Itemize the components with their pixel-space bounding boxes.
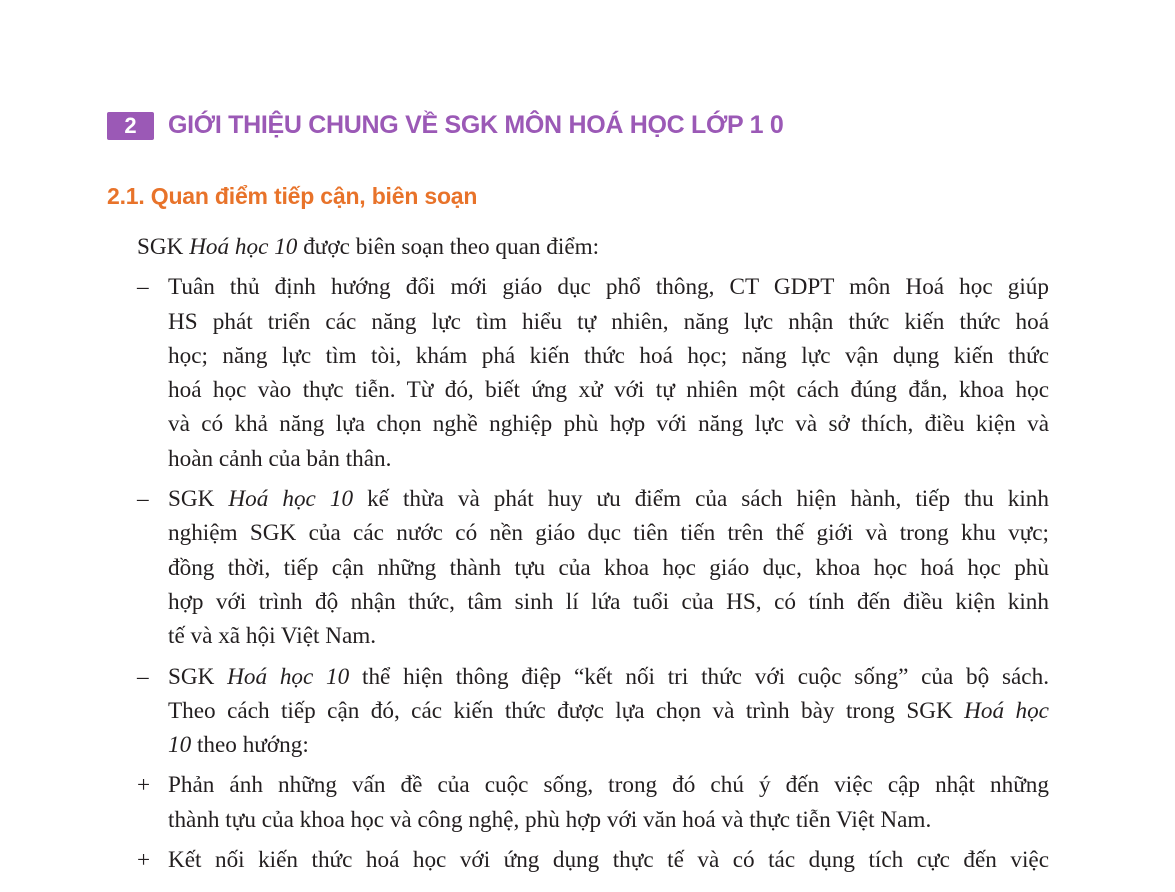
list-item-text — [168, 482, 1049, 653]
text-fragment: theo hướng: — [191, 732, 309, 759]
text-line: nghiệm SGK của các nước có nền giáo dục tiên tiến trên thế giới và trong khu vực; — [168, 520, 1049, 547]
text-line: Phản ánh những vấn đề của cuộc sống, trong đó chú ý đến việc cập nhật những — [168, 772, 1049, 799]
text-fragment: SGK — [168, 486, 229, 513]
text-line: học; năng lực tìm tòi, khám phá kiến thức hoá học; năng lực vận dụng kiến thức — [168, 342, 1049, 369]
intro-paragraph — [137, 230, 1049, 264]
text-line — [168, 694, 1049, 728]
intro-text: được biên soạn theo quan điểm: — [297, 234, 600, 260]
text-line: tế và xã hội Việt Nam. — [168, 623, 377, 650]
bullet-dash: – — [137, 274, 149, 301]
text-line: Kết nối kiến thức hoá học với ứng dụng thực tế và có tác dụng tích cực đến việc — [168, 847, 1049, 874]
list-item — [137, 843, 1049, 877]
list-item — [137, 482, 1049, 653]
book-title: Hoá học — [964, 697, 1049, 724]
list-item — [137, 768, 1049, 837]
text-line: đồng thời, tiếp cận những thành tựu của khoa học giáo dục, khoa học hoá học phù — [168, 554, 1049, 581]
list-item-text — [168, 768, 1049, 837]
list-item-text — [168, 270, 1049, 476]
text-line — [168, 660, 1049, 694]
list-item-text — [168, 843, 1049, 877]
intro-text: SGK — [137, 234, 190, 260]
body-text — [137, 230, 1049, 883]
text-line: hoá học vào thực tiễn. Từ đó, biết ứng xử với tự nhiên một cách đúng đắn, khoa học — [168, 377, 1049, 404]
section-heading — [107, 111, 783, 140]
subsection-title: 2.1. Quan điểm tiếp cận, biên soạn — [107, 183, 478, 209]
text-line: Tuân thủ định hướng đổi mới giáo dục phổ thông, CT GDPT môn Hoá học giúp — [168, 274, 1049, 301]
bullet-dash: – — [137, 486, 149, 513]
book-title: Hoá học 10 — [228, 486, 354, 513]
text-line: thành tựu của khoa học và công nghệ, phù hợp với văn hoá và thực tiễn Việt Nam. — [168, 806, 932, 833]
bullet-plus: + — [137, 772, 151, 799]
book-title: Hoá học 10 — [189, 234, 298, 260]
text-fragment: thể hiện thông điệp “kết nối tri thức với cuộc sống” của bộ sách. — [349, 663, 1049, 690]
bullet-dash: – — [137, 663, 149, 690]
text-line: hợp với trình độ nhận thức, tâm sinh lí lứa tuổi của HS, có tính đến điều kiện kinh — [168, 588, 1049, 615]
text-line — [168, 482, 1049, 516]
list-item-text — [168, 660, 1049, 763]
text-line: HS phát triển các năng lực tìm hiểu tự nhiên, năng lực nhận thức kiến thức hoá — [168, 308, 1049, 335]
text-fragment: SGK — [168, 663, 228, 690]
book-title: Hoá học 10 — [227, 663, 350, 690]
text-line — [168, 728, 1049, 762]
text-line: và có khả năng lựa chọn nghề nghiệp phù hợp với năng lực và sở thích, điều kiện và — [168, 411, 1049, 438]
list-item — [137, 660, 1049, 763]
text-line: hoàn cảnh của bản thân. — [168, 445, 392, 472]
text-fragment: Theo cách tiếp cận đó, các kiến thức được lựa chọn và trình bày trong SGK — [168, 697, 965, 724]
section-title: GIỚI THIỆU CHUNG VỀ SGK MÔN HOÁ HỌC LỚP 1 0 — [168, 111, 784, 139]
book-title: 10 — [168, 732, 192, 759]
list-item — [137, 270, 1049, 476]
text-fragment: kế thừa và phát huy ưu điểm của sách hiện hành, tiếp thu kinh — [353, 486, 1049, 513]
section-number-badge: 2 — [107, 112, 154, 140]
bullet-plus: + — [137, 847, 151, 874]
